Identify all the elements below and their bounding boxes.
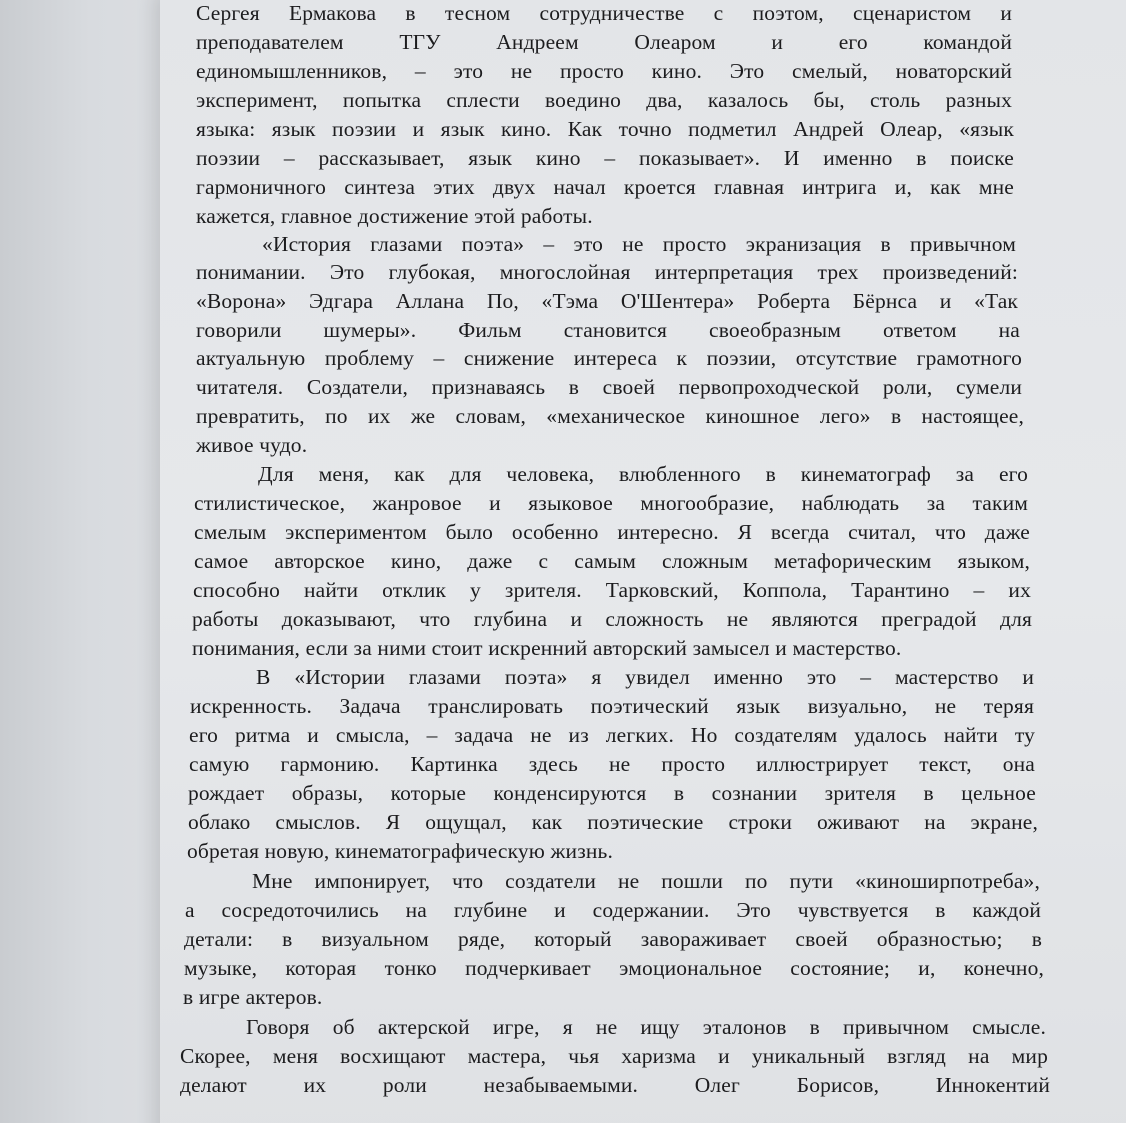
text-line: в игре актеров. [183, 985, 323, 1009]
text-line: работы доказывают, что глубина и сложность не являются преградой для [192, 607, 1032, 631]
text-line: его ритма и смысла, – задача не из легких. Но создателям удалось найти ту [189, 723, 1035, 747]
text-line: смелым экспериментом было особенно интересно. Я всегда считал, что даже [194, 520, 1030, 544]
text-line: единомышленников, – это не просто кино. Это смелый, новаторский [196, 59, 1012, 83]
text-line: языка: язык поэзии и язык кино. Как точно подметил Андрей Олеар, «язык [196, 117, 1014, 141]
text-line: превратить, по их же словам, «механическое киношное лего» в настоящее, [196, 404, 1024, 428]
text-line: В «Истории глазами поэта» я увидел именно это – мастерство и [256, 665, 1034, 689]
text-line: «История глазами поэта» – это не просто экранизация в привычном [262, 232, 1016, 256]
text-line: рождает образы, которые конденсируются в сознании зрителя в цельное [188, 781, 1036, 805]
text-line: искренность. Задача транслировать поэтический язык визуально, не теряя [190, 694, 1034, 718]
text-line: понимания, если за ними стоит искренний авторский замысел и мастерство. [192, 636, 902, 660]
text-line: Мне импонирует, что создатели не пошли по пути «киноширпотреба», [252, 869, 1040, 893]
text-line: делают их роли незабываемыми. Олег Борисов, Иннокентий [180, 1073, 1050, 1097]
text-line: детали: в визуальном ряде, который завораживает своей образностью; в [184, 927, 1042, 951]
text-line: гармоничного синтеза этих двух начал кроется главная интрига и, как мне [196, 175, 1014, 199]
text-line: стилистическое, жанровое и языковое многообразие, наблюдать за таким [194, 491, 1028, 515]
text-line: «Ворона» Эдгара Аллана По, «Тэма О'Шентера» Роберта Бёрнса и «Так [196, 289, 1018, 313]
text-line: живое чудо. [196, 433, 308, 457]
text-line: Скорее, меня восхищают мастера, чья харизма и уникальный взгляд на мир [180, 1044, 1048, 1068]
text-line: читателя. Создатели, признаваясь в своей первопроходческой роли, сумели [196, 375, 1022, 399]
text-line: обретая новую, кинематографическую жизнь. [187, 839, 613, 863]
text-line: самое авторское кино, даже с самым сложным метафорическим языком, [194, 549, 1030, 573]
text-line: самую гармонию. Картинка здесь не просто иллюстрирует текст, она [189, 752, 1035, 776]
text-line: а сосредоточились на глубине и содержании. Это чувствуется в каждой [185, 898, 1041, 922]
text-line: кажется, главное достижение этой работы. [196, 204, 593, 228]
text-line: понимании. Это глубокая, многослойная интерпретация трех произведений: [196, 260, 1018, 284]
text-line: поэзии – рассказывает, язык кино – показывает». И именно в поиске [196, 146, 1014, 170]
text-line: актуальную проблему – снижение интереса к поэзии, отсутствие грамотного [196, 346, 1022, 370]
text-line: Говоря об актерской игре, я не ищу эталонов в привычном смысле. [246, 1015, 1046, 1039]
text-line: говорили шумеры». Фильм становится своеобразным ответом на [196, 318, 1020, 342]
text-line: Для меня, как для человека, влюбленного в кинематограф за его [258, 462, 1028, 486]
text-line: Сергея Ермакова в тесном сотрудничестве с поэтом, сценаристом и [196, 1, 1012, 25]
text-line: эксперимент, попытка сплести воедино два, казалось бы, столь разных [196, 88, 1012, 112]
text-line: способно найти отклик у зрителя. Тарковский, Коппола, Тарантино – их [193, 578, 1031, 602]
text-line: облако смыслов. Я ощущал, как поэтические строки оживают на экране, [188, 810, 1038, 834]
text-line: преподавателем ТГУ Андреем Олеаром и его командой [196, 30, 1012, 54]
text-line: музыке, которая тонко подчеркивает эмоциональное состояние; и, конечно, [184, 956, 1044, 980]
